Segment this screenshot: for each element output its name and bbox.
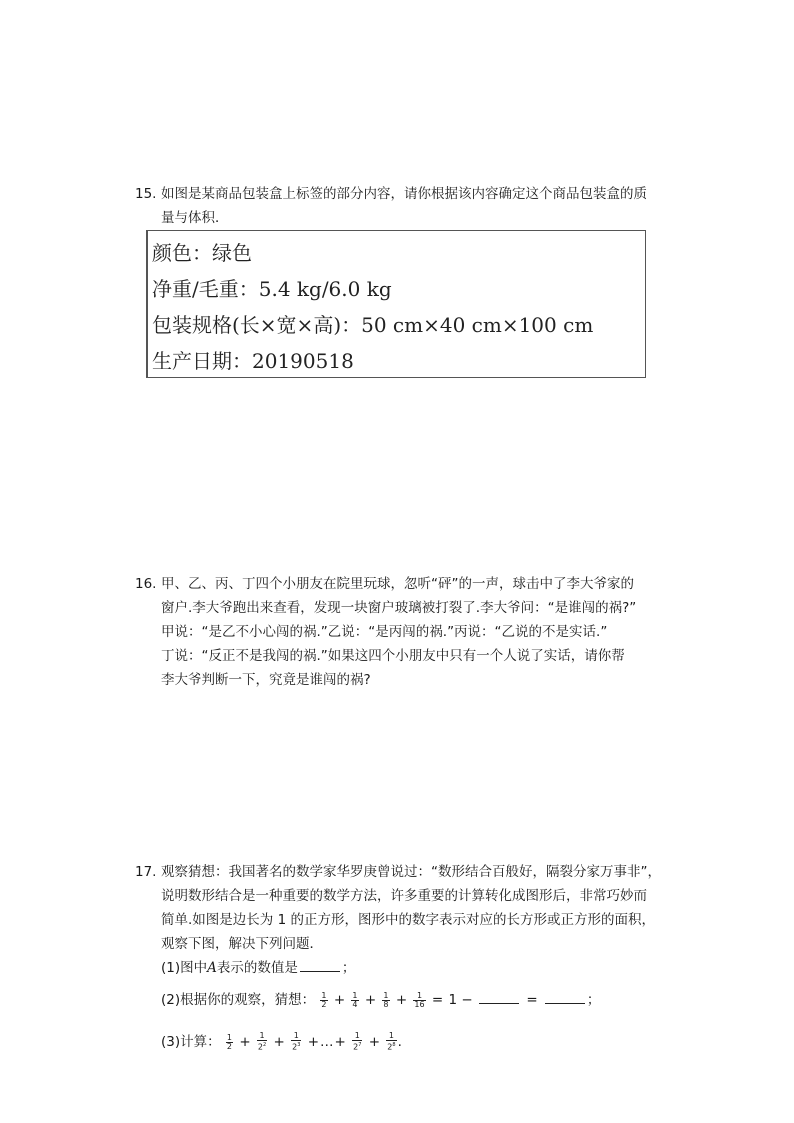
part-1-suffix: 表示的数值是	[216, 960, 298, 976]
fraction: $\frac{1}{2}$	[226, 1032, 233, 1051]
plus-sign: +	[364, 992, 377, 1008]
fraction: $\frac{1}{2}$	[321, 990, 327, 1009]
question-number: 16.	[135, 576, 157, 592]
answer-blank[interactable]	[545, 1002, 585, 1004]
part-1-end: ；	[341, 960, 356, 976]
question-number: 15.	[135, 186, 157, 202]
question-15	[135, 182, 675, 230]
plus-sign: +	[334, 1034, 346, 1050]
question-17	[135, 860, 675, 956]
one-minus: 1 −	[448, 992, 473, 1008]
plus-sign: +	[273, 1034, 285, 1050]
fraction: $\frac{1}{2^7}$	[353, 1031, 362, 1052]
fraction: $\frac{1}{4}$	[352, 990, 358, 1009]
question-line: 甲、乙、丙、丁四个小朋友在院里玩球，忽听“砰”的一声，球击中了李大爷家的	[161, 576, 634, 592]
part-3-prefix: (3)计算：	[161, 1034, 221, 1050]
answer-blank[interactable]	[300, 970, 340, 972]
question-line: 观察下图，解决下列问题．	[161, 936, 323, 952]
plus-sign: +	[307, 1034, 319, 1050]
answer-blank[interactable]	[479, 1002, 519, 1004]
equals-sign: =	[526, 992, 538, 1008]
label-row-weight: 净重/毛重：5.4 kg/6.0 kg	[152, 277, 392, 301]
fraction: $\frac{1}{2^2}$	[257, 1031, 267, 1052]
question-line: 简单.如图是边长为 1 的正方形，图形中的数字表示对应的长方形或正方形的面积，	[161, 912, 655, 928]
question-16	[135, 572, 675, 692]
question-line: 丁说：“反正不是我闯的祸.”如果这四个小朋友中只有一个人说了实话，请你帮	[161, 648, 625, 664]
equals-sign: =	[431, 992, 444, 1008]
ellipsis: …	[320, 1034, 334, 1050]
label-row-size: 包装规格(长×宽×高)：50 cm×40 cm×100 cm	[152, 313, 594, 337]
plus-sign: +	[395, 992, 408, 1008]
question-line: 李大爷判断一下，究竟是谁闯的祸?	[161, 672, 371, 688]
label-row-color: 颜色：绿色	[152, 241, 252, 265]
question-line: 观察猜想：我国著名的数学家华罗庚曾说过：“数形结合百般好，隔裂分家万事非”，	[161, 864, 661, 880]
fraction: $\frac{1}{2^3}$	[292, 1031, 301, 1052]
product-label-image	[146, 230, 646, 378]
part-2	[161, 990, 600, 1010]
part-2-prefix: (2)根据你的观察，猜想：	[161, 992, 316, 1008]
question-line: 甲说：“是乙不小心闯的祸.”乙说：“是丙闯的祸.”丙说：“乙说的不是实话.”	[161, 624, 608, 640]
fraction: $\frac{1}{8}$	[383, 990, 389, 1009]
plus-sign: +	[239, 1034, 251, 1050]
part-1-prefix: (1)图中	[161, 960, 208, 976]
plus-sign: +	[333, 992, 346, 1008]
question-line: 说明数形结合是一种重要的数学方法，许多重要的计算转化成图形后，非常巧妙而	[161, 888, 647, 904]
part-3-end: .	[397, 1034, 402, 1050]
question-line: 量与体积．	[161, 210, 229, 226]
part-1	[161, 958, 355, 978]
question-line: 窗户.李大爷跑出来查看，发现一块窗户玻璃被打裂了.李大爷问：“是谁闯的祸?”	[161, 600, 637, 616]
question-text	[161, 860, 675, 956]
question-text	[161, 182, 675, 230]
question-line: 如图是某商品包装盒上标签的部分内容，请你根据该内容确定这个商品包装盒的质	[161, 186, 647, 202]
variable-a: A	[207, 960, 217, 976]
part-2-end: ；	[586, 992, 601, 1008]
question-number: 17.	[135, 864, 157, 880]
part-3	[161, 1032, 402, 1052]
label-row-date: 生产日期：20190518	[152, 349, 354, 373]
plus-sign: +	[368, 1034, 380, 1050]
question-text	[161, 572, 675, 692]
fraction: $\frac{1}{2^8}$	[387, 1031, 396, 1052]
fraction: $\frac{1}{16}$	[414, 990, 425, 1009]
